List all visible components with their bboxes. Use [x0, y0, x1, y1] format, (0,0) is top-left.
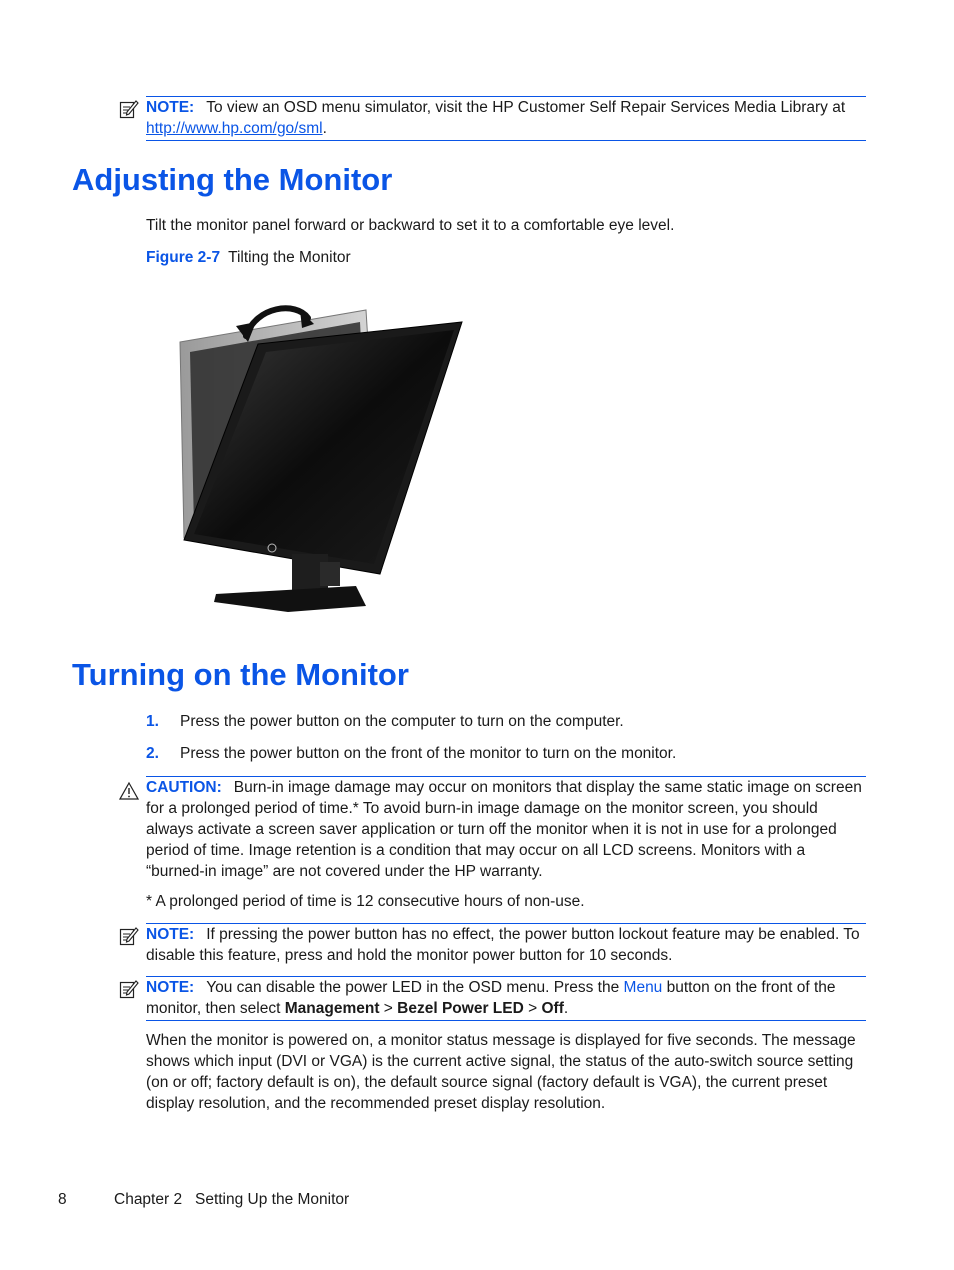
tilt-instructions: Tilt the monitor panel forward or backward to set it to a comfortable eye level. — [146, 217, 675, 234]
figure-title: Tilting the Monitor — [228, 249, 351, 266]
caution-text: Burn-in image damage may occur on monitors that display the same static image on screen for a prolonged period of time.* To avoid burn-in image damage on the monitor screen, you should always activate a screen saver application or turn off the monitor when it is not in use for a prolonged period of time. Image retention is a condition that may occur on all LCD screens. Monitors with a “burned-in image” are not covered under the HP warranty. — [146, 779, 862, 880]
note-text: You can disable the power LED in the OSD menu. Press the — [206, 979, 620, 996]
note-osd-simulator — [146, 96, 866, 141]
menu-path-management: Management — [284, 1000, 380, 1017]
note-pencil-icon — [119, 926, 139, 946]
media-library-link[interactable]: http://www.hp.com/go/sml — [146, 120, 323, 137]
warning-triangle-icon — [119, 781, 139, 801]
caution-label: CAUTION: — [146, 779, 222, 796]
heading-adjusting-monitor: Adjusting the Monitor — [72, 162, 393, 197]
status-message-paragraph: When the monitor is powered on, a monitor status message is displayed for five seconds. The message shows which input (DVI or VGA) is the current active signal, the status of the auto-switch source setting (on or off; factory default is on), the default source signal (factory default is VGA), the current preset display resolution, and the recommended preset display resolution. — [146, 1032, 856, 1112]
note-punct: . — [322, 120, 327, 137]
note-text: To view an OSD menu simulator, visit the HP Customer Self Repair Services Media Library at — [206, 99, 846, 116]
note-label: NOTE: — [146, 99, 195, 116]
tilting-monitor-illustration — [176, 296, 468, 616]
note-punct: . — [563, 1000, 569, 1017]
page-number: 8 — [58, 1191, 67, 1208]
note-label: NOTE: — [146, 926, 195, 943]
footnote: * A prolonged period of time is 12 consecutive hours of non-use. — [146, 893, 585, 910]
caution-burn-in — [146, 776, 866, 883]
step-text: Press the power button on the computer to turn on the computer. — [180, 713, 624, 730]
step-text: Press the power button on the front of the monitor to turn on the monitor. — [180, 745, 677, 762]
step-number: 2. — [146, 745, 159, 762]
note-text-middle: button on the front of the monitor, then select — [146, 979, 836, 1017]
note-pencil-icon — [119, 979, 139, 999]
menu-path-bezel-power-led: Bezel Power LED — [397, 1000, 524, 1017]
note-power-lockout — [146, 923, 866, 967]
menu-path-off: Off — [541, 1000, 564, 1017]
note-power-led — [146, 976, 866, 1021]
step-number: 1. — [146, 713, 159, 730]
menu-button-term: Menu — [623, 979, 663, 996]
note-label: NOTE: — [146, 979, 195, 996]
note-pencil-icon — [119, 99, 139, 119]
heading-turning-on-monitor: Turning on the Monitor — [72, 657, 409, 692]
menu-path-separator: > — [383, 1000, 393, 1017]
note-text: If pressing the power button has no effect, the power button lockout feature may be enabled. To disable this feature, press and hold the monitor power button for 10 seconds. — [146, 926, 860, 964]
menu-path-separator: > — [528, 1000, 538, 1017]
figure-label: Figure 2-7 — [146, 249, 221, 266]
chapter-title: Chapter 2 Setting Up the Monitor — [114, 1191, 350, 1208]
figure-caption — [146, 247, 351, 268]
